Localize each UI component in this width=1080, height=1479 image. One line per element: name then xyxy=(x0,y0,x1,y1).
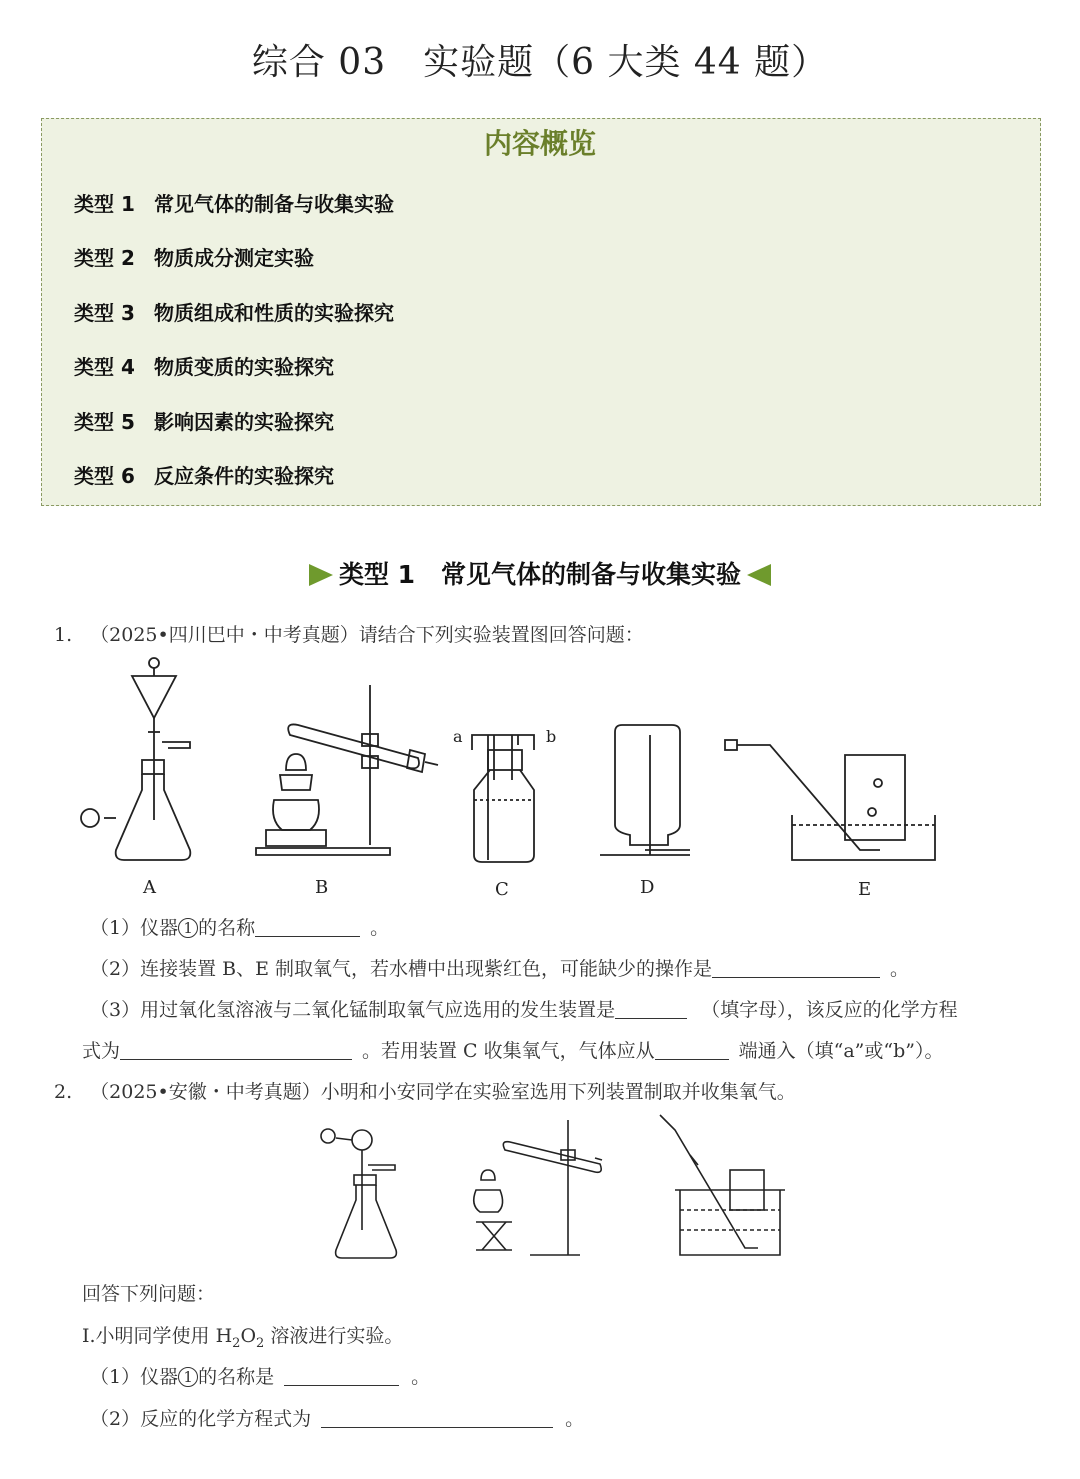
apparatus-d-icon xyxy=(600,725,690,855)
apparatus-e-icon xyxy=(725,740,935,860)
q2-part1-intro: Ⅰ.小明同学使用 $H_2O_2$ 溶液进行实验。 xyxy=(82,1325,404,1351)
apparatus-c-icon xyxy=(472,735,534,862)
port-b-label: b xyxy=(546,727,557,746)
overview-item-1: 类型 1 常见气体的制备与收集实验 xyxy=(74,192,394,216)
q1-part2: （2）连接装置 B、E 制取氧气，若水槽中出现紫红色，可能缺少的操作是 。 xyxy=(90,958,910,980)
q1-apparatus-figure xyxy=(70,650,970,880)
answer-blank[interactable] xyxy=(615,1000,687,1019)
q2-apparatus-figure xyxy=(310,1110,800,1265)
flask-with-funnel-icon xyxy=(321,1129,396,1258)
apparatus-d-label: D xyxy=(640,877,655,898)
q2-part2: （2）反应的化学方程式为 。 xyxy=(90,1408,585,1430)
arrow-right-icon xyxy=(309,564,333,586)
overview-item-2: 类型 2 物质成分测定实验 xyxy=(74,246,314,270)
answer-blank[interactable] xyxy=(255,918,360,937)
overview-heading: 内容概览 xyxy=(483,127,596,160)
q1-part3-cont: 式为 。若用装置 C 收集氧气，气体应从 端通入（填“a”或“b”）。 xyxy=(82,1040,944,1062)
q1-part3: （3）用过氧化氢溶液与二氧化锰制取氧气应选用的发生装置是 （填字母），该反应的化学方程 xyxy=(90,999,958,1021)
q1-stem: 1. （2025•四川巴中・中考真题）请结合下列实验装置图回答问题： xyxy=(54,624,644,646)
port-a-label: a xyxy=(453,727,463,746)
overview-item-3: 类型 3 物质组成和性质的实验探究 xyxy=(74,301,394,325)
q2-stem: 2. （2025•安徽・中考真题）小明和小安同学在实验室选用下列装置制取并收集氧气。 xyxy=(54,1081,796,1103)
water-collection-icon xyxy=(660,1115,785,1255)
apparatus-b-label: B xyxy=(315,877,329,898)
overview-item-5: 类型 5 影响因素的实验探究 xyxy=(74,410,334,434)
section-heading: 类型 1 常见气体的制备与收集实验 xyxy=(0,555,1080,591)
apparatus-a-label: A xyxy=(143,877,156,898)
marker-1: 1 xyxy=(178,918,198,938)
overview-item-6: 类型 6 反应条件的实验探究 xyxy=(74,464,334,488)
q2-answer-intro: 回答下列问题： xyxy=(82,1283,216,1305)
apparatus-a-icon xyxy=(81,658,190,860)
q1-part1: （1）仪器 1 的名称 。 xyxy=(90,917,390,939)
apparatus-b-icon xyxy=(256,685,438,855)
apparatus-c-label: C xyxy=(495,879,509,900)
answer-blank[interactable] xyxy=(321,1409,553,1428)
apparatus-e-label: E xyxy=(858,879,872,900)
marker-1: 1 xyxy=(178,1367,198,1387)
answer-blank[interactable] xyxy=(655,1041,729,1060)
answer-blank[interactable] xyxy=(712,959,880,978)
heating-setup-icon xyxy=(474,1120,602,1255)
document-title: 综合 03 实验题（6 大类 44 题） xyxy=(251,42,829,83)
arrow-left-icon xyxy=(747,564,771,586)
answer-blank[interactable] xyxy=(284,1367,399,1386)
answer-blank[interactable] xyxy=(120,1041,352,1060)
overview-item-4: 类型 4 物质变质的实验探究 xyxy=(74,355,334,379)
q2-part1: （1）仪器 1 的名称是 。 xyxy=(90,1366,431,1388)
